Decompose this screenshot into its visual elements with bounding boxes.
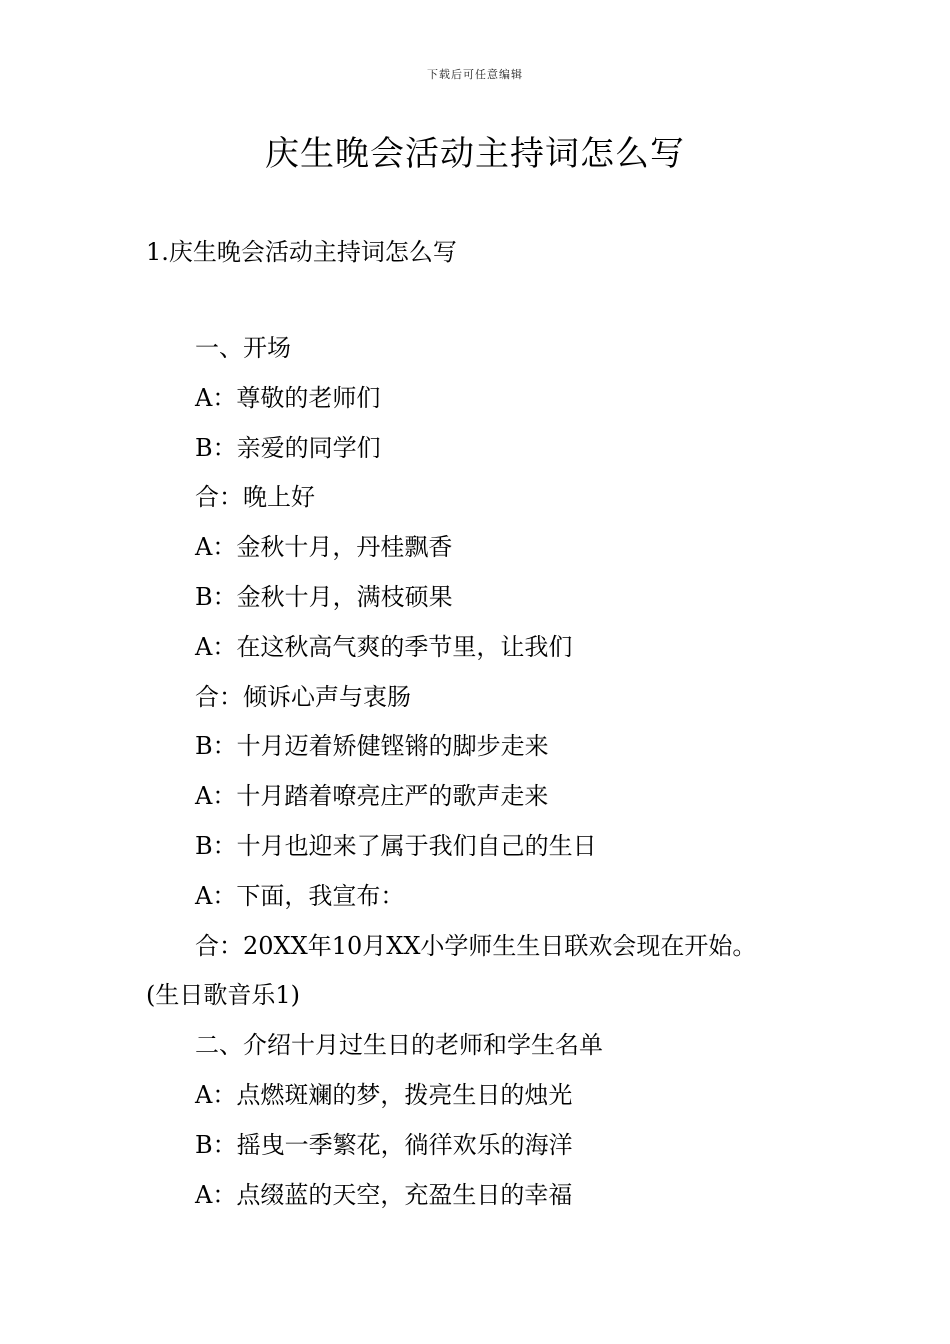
- script-line: A：点缀蓝的天空，充盈生日的幸福: [195, 1180, 573, 1209]
- script-line: B：摇曳一季繁花，徜徉欢乐的海洋: [195, 1130, 573, 1159]
- script-line: B：亲爱的同学们: [195, 433, 381, 462]
- script-line: B：十月迈着矫健铿锵的脚步走来: [195, 732, 549, 761]
- script-line: 合：晚上好: [195, 483, 315, 512]
- script-body: [146, 330, 826, 1226]
- script-line: A：点燃斑斓的梦，拨亮生日的烛光: [195, 1080, 573, 1109]
- script-line: A：下面，我宣布：: [195, 881, 405, 910]
- header-note: 下载后可任意编辑: [427, 68, 523, 81]
- page-title: 庆生晚会活动主持词怎么写: [265, 134, 685, 174]
- script-line: A：十月踏着嘹亮庄严的歌声走来: [195, 782, 549, 811]
- script-line: 合：倾诉心声与衷肠: [195, 682, 411, 711]
- script-line: (生日歌音乐1): [146, 981, 300, 1010]
- script-line: A：在这秋高气爽的季节里，让我们: [195, 632, 573, 661]
- script-line: B：金秋十月，满枝硕果: [195, 582, 453, 611]
- script-line: A：金秋十月，丹桂飘香: [195, 533, 453, 562]
- script-line: A：尊敬的老师们: [195, 383, 381, 412]
- script-line: 一、开场: [195, 334, 291, 362]
- script-line: 合：20XX年10月XX小学师生生日联欢会现在开始。: [195, 931, 757, 960]
- script-line: 二、介绍十月过生日的老师和学生名单: [195, 1031, 603, 1060]
- section-heading: 1.庆生晚会活动主持词怎么写: [146, 238, 457, 266]
- script-line: B：十月也迎来了属于我们自己的生日: [195, 831, 597, 860]
